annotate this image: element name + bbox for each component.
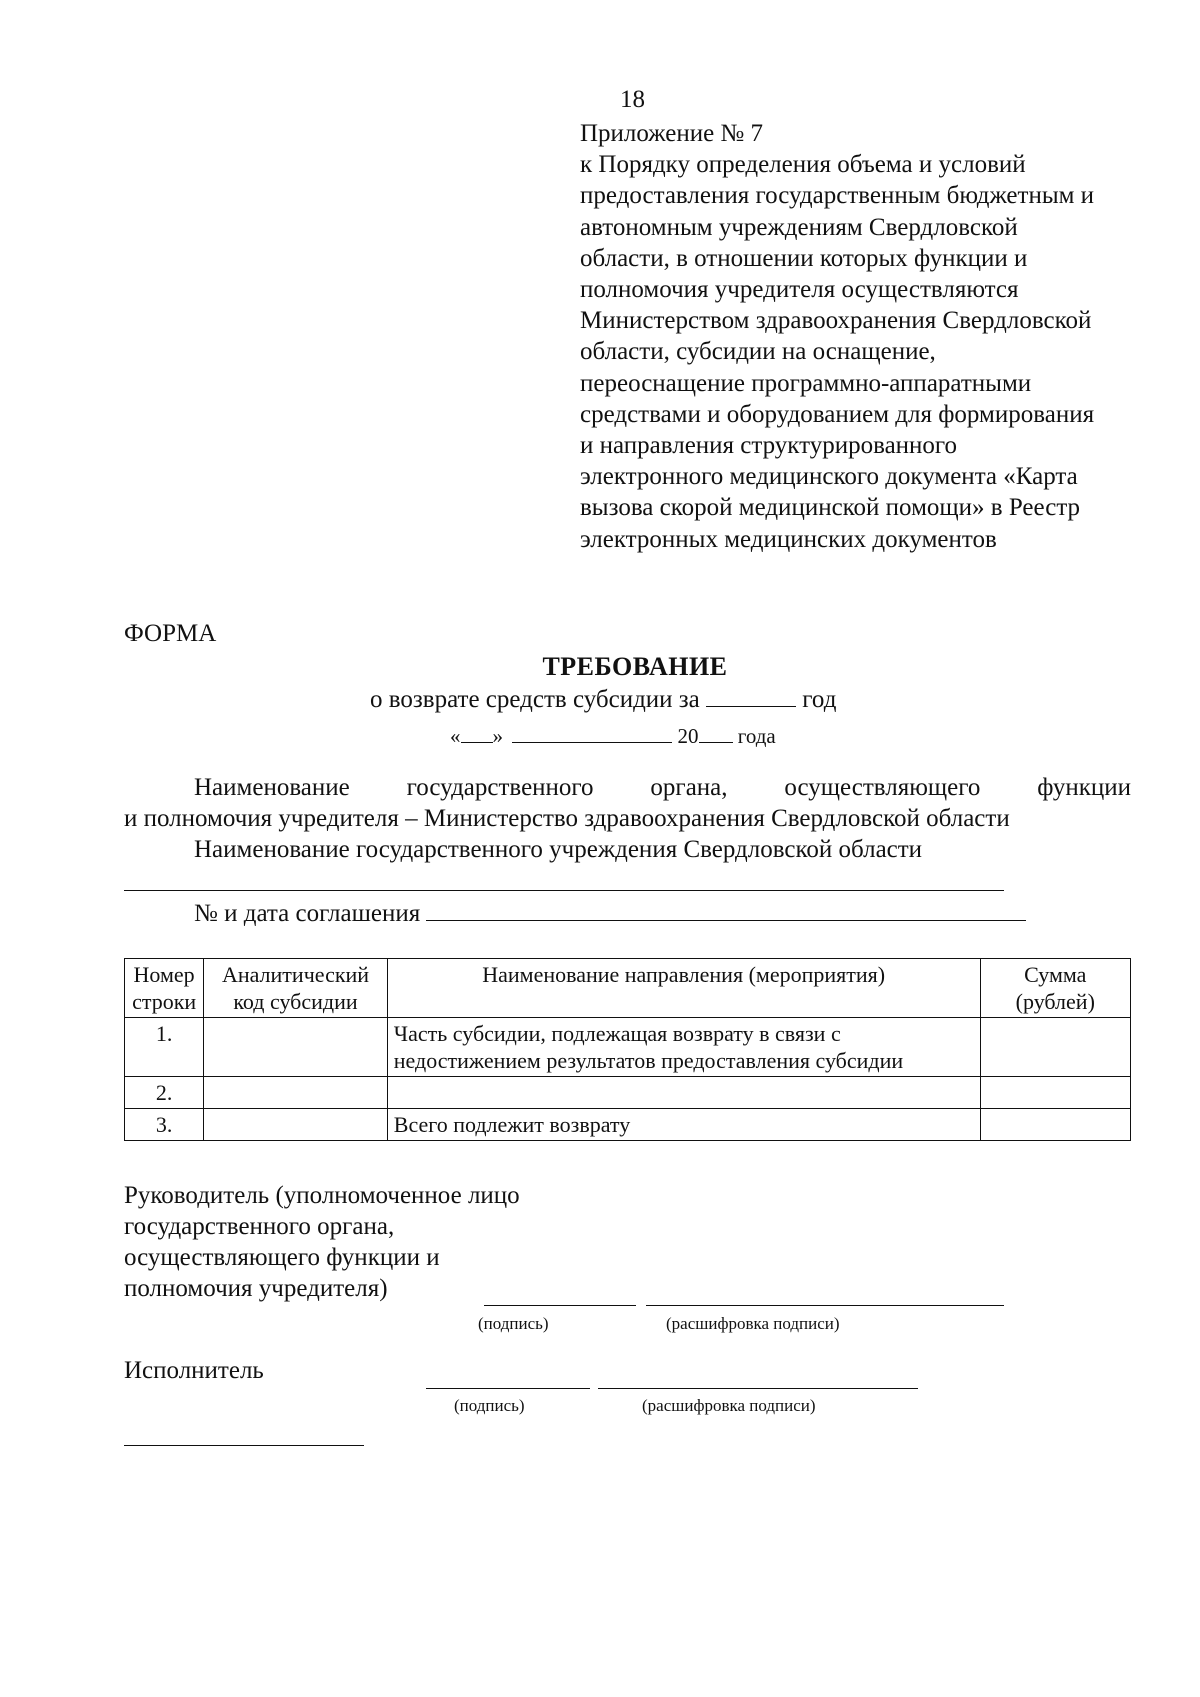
head-line: полномочия учредителя) [124, 1275, 388, 1302]
close-quote: » [492, 724, 503, 748]
year-word: года [737, 724, 776, 748]
subtitle-year-word: год [802, 686, 837, 713]
executor-decoding-blank[interactable] [598, 1388, 918, 1389]
row-number: 3. [125, 1109, 204, 1141]
annex-heading [580, 118, 1150, 555]
table-row [125, 1109, 1131, 1141]
annex-line: полномочия учредителя осуществляются [580, 276, 1019, 304]
header-number [125, 959, 204, 1018]
open-quote: « [450, 724, 461, 748]
refund-table [124, 958, 1131, 1141]
header-sum-line1: Сумма [1024, 962, 1087, 987]
authority-paragraph [124, 772, 1131, 834]
form-label: ФОРМА [124, 620, 217, 647]
head-decoding-blank[interactable] [646, 1305, 1004, 1306]
day-blank[interactable] [461, 722, 493, 743]
header-code-line1: Аналитический [221, 962, 370, 987]
head-line: осуществляющего функции и [124, 1244, 440, 1271]
executor-signature-caption: (подпись) [454, 1396, 525, 1415]
annex-line: области, субсидии на оснащение, [580, 338, 936, 366]
head-line: Руководитель (уполномоченное лицо [124, 1182, 520, 1209]
executor-signature-blank[interactable] [426, 1388, 590, 1389]
phone-blank[interactable] [124, 1445, 364, 1446]
annex-line: Приложение № 7 [580, 120, 764, 147]
header-number-line2: строки [132, 989, 197, 1014]
document-title: ТРЕБОВАНИЕ [542, 652, 728, 681]
annex-line: предоставления государственным бюджетным и [580, 182, 1095, 210]
annex-line: к Порядку определения объема и условий [580, 151, 1026, 179]
document-subtitle [370, 686, 836, 714]
table-header-row [125, 959, 1131, 1018]
row-direction [387, 1018, 980, 1077]
row-number: 2. [125, 1077, 204, 1109]
annex-line: электронного медицинского документа «Карта [580, 463, 1078, 491]
agreement-blank[interactable] [426, 900, 1026, 921]
year-blank[interactable] [706, 686, 796, 707]
head-line: государственного органа, [124, 1213, 395, 1240]
row-direction-line2: недостижением результатов предоставления субсидии [393, 1048, 904, 1073]
executor-label: Исполнитель [124, 1357, 264, 1384]
header-code [204, 959, 388, 1018]
header-direction: Наименование направления (мероприятия) [387, 959, 980, 1018]
executor-decoding-caption: (расшифровка подписи) [642, 1396, 816, 1415]
header-code-line2: код субсидии [233, 989, 358, 1014]
annex-line: вызова скорой медицинской помощи» в Реестр [580, 494, 1081, 522]
month-blank[interactable] [512, 722, 672, 743]
annex-line: Министерством здравоохранения Свердловской [580, 307, 1092, 335]
header-sum-line2: (рублей) [1015, 989, 1095, 1014]
annex-line: области, в отношении которых функции и [580, 244, 1028, 272]
row-sum-cell[interactable] [980, 1109, 1130, 1141]
header-sum [980, 959, 1130, 1018]
head-signature-caption: (подпись) [478, 1314, 549, 1333]
agreement-line [194, 900, 1026, 928]
authority-line-1: Наименование государственного органа, осуществляющего функции [194, 774, 1131, 801]
year-prefix: 20 [677, 724, 699, 748]
institution-blank[interactable] [124, 890, 1004, 891]
row-sum-cell[interactable] [980, 1018, 1130, 1077]
subtitle-text: о возврате средств субсидии за [370, 686, 700, 713]
annex-line: автономным учреждениям Свердловской [580, 213, 1018, 241]
row-sum-cell[interactable] [980, 1077, 1130, 1109]
head-signature-blank[interactable] [484, 1305, 636, 1306]
row-code-cell[interactable] [204, 1077, 388, 1109]
row-direction: Всего подлежит возврату [387, 1109, 980, 1141]
row-direction-cell[interactable] [387, 1077, 980, 1109]
head-signature-label [124, 1180, 520, 1304]
head-decoding-caption: (расшифровка подписи) [666, 1314, 840, 1333]
institution-label: Наименование государственного учреждения Свердловской области [194, 836, 923, 863]
table-row [125, 1018, 1131, 1077]
page-number: 18 [620, 86, 645, 113]
row-direction-line1: Часть субсидии, подлежащая возврату в связи с [393, 1021, 841, 1046]
annex-line: электронных медицинских документов [580, 525, 997, 553]
annex-line: и направления структурированного [580, 432, 958, 460]
authority-line-2: и полномочия учредителя – Министерство здравоохранения Свердловской области [124, 805, 1010, 832]
annex-line: средствами и оборудованием для формирования [580, 400, 1095, 428]
table-row [125, 1077, 1131, 1109]
annex-line: переоснащение программно-аппаратными [580, 369, 1032, 397]
row-code-cell[interactable] [204, 1109, 388, 1141]
header-number-line1: Номер [133, 962, 195, 987]
agreement-label: № и дата соглашения [194, 900, 421, 927]
date-line [450, 722, 776, 749]
row-code-cell[interactable] [204, 1018, 388, 1077]
year-suffix-blank[interactable] [699, 722, 733, 743]
row-number: 1. [125, 1018, 204, 1077]
